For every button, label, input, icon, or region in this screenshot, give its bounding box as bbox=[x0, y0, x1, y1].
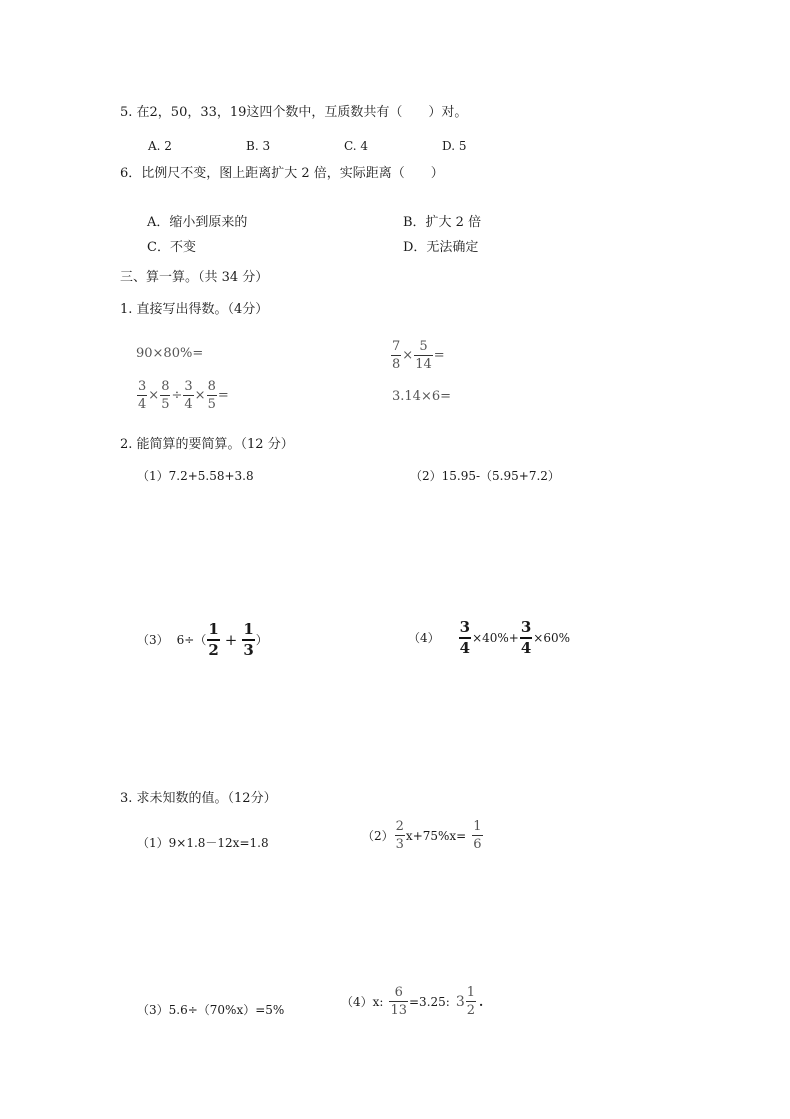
mental-calc-4: 3.14×6= bbox=[392, 389, 452, 404]
fraction: $\frac{3}{4}$ bbox=[184, 379, 193, 412]
equation-item-1: （1）9×1.8－12x=1.8 bbox=[137, 836, 269, 850]
q5-option-b: B. 3 bbox=[246, 139, 271, 153]
simplify-item-1: （1）7.2+5.58+3.8 bbox=[137, 469, 254, 483]
equation-item-3: （3）5.6÷（70%x）=5% bbox=[137, 1003, 285, 1017]
q5-option-c: C. 4 bbox=[344, 139, 369, 153]
simplify-item-4: （4） $\frac{3}{4}$ ×40%+ $\frac{3}{4}$ ×60% bbox=[408, 618, 571, 657]
mental-calc-2: $\frac{7}{8}$ × $\frac{5}{14}$ = bbox=[392, 339, 445, 372]
section-3-title: 三、算一算。（共 34 分） bbox=[120, 270, 269, 285]
simplify-item-3: （3） 6÷（ $\frac{1}{2}$ + $\frac{1}{3}$ ） bbox=[137, 620, 268, 659]
q6-option-d: D．无法确定 bbox=[403, 240, 479, 255]
mental-calc-1: 90×80%= bbox=[136, 346, 204, 361]
mental-calc-3: $\frac{3}{4}$ × $\frac{8}{5}$ ÷ $\frac{3}{4}$ × $\frac{8}{5}$ = bbox=[138, 379, 229, 412]
fraction: $\frac{6}{13}$ bbox=[390, 985, 407, 1018]
fraction: $\frac{1}{6}$ bbox=[473, 819, 482, 852]
q6-option-c: C．不变 bbox=[147, 240, 196, 255]
fraction: $\frac{1}{2}$ bbox=[466, 985, 476, 1018]
part-1-title: 1. 直接写出得数。（4分） bbox=[120, 302, 269, 317]
equation-item-2: （2） $\frac{2}{3}$ x+75%x= $\frac{1}{6}$ bbox=[362, 819, 482, 852]
fraction: $\frac{3}{4}$ bbox=[520, 618, 532, 657]
fraction: $\frac{1}{2}$ bbox=[208, 620, 219, 659]
part-3-title: 3. 求未知数的值。（12分） bbox=[120, 791, 277, 806]
q5-option-d: D. 5 bbox=[442, 139, 467, 153]
question-5: 5. 在2，50，33，19这四个数中，互质数共有（ ）对。 bbox=[120, 105, 468, 120]
q6-option-b: B．扩大 2 倍 bbox=[403, 215, 482, 230]
fraction: $\frac{2}{3}$ bbox=[395, 819, 404, 852]
question-6: 6．比例尺不变，图上距离扩大 2 倍，实际距离（ ） bbox=[120, 166, 444, 181]
fraction: $\frac{5}{14}$ bbox=[415, 339, 432, 372]
part-2-title: 2. 能简算的要简算。（12 分） bbox=[120, 437, 294, 452]
fraction: $\frac{3}{4}$ bbox=[138, 379, 147, 412]
fraction: $\frac{8}{5}$ bbox=[161, 379, 170, 412]
simplify-item-2: （2）15.95-（5.95+7.2） bbox=[410, 469, 560, 483]
q6-option-a: A．缩小到原来的 bbox=[147, 215, 248, 230]
fraction: $\frac{1}{3}$ bbox=[243, 620, 254, 659]
fraction: $\frac{7}{8}$ bbox=[392, 339, 401, 372]
equation-item-4: （4）x: $\frac{6}{13}$ =3.25: 3 $\frac{1}{2}$ . bbox=[341, 985, 484, 1018]
fraction: $\frac{3}{4}$ bbox=[459, 618, 471, 657]
fraction: $\frac{8}{5}$ bbox=[207, 379, 216, 412]
q5-option-a: A. 2 bbox=[148, 139, 172, 153]
